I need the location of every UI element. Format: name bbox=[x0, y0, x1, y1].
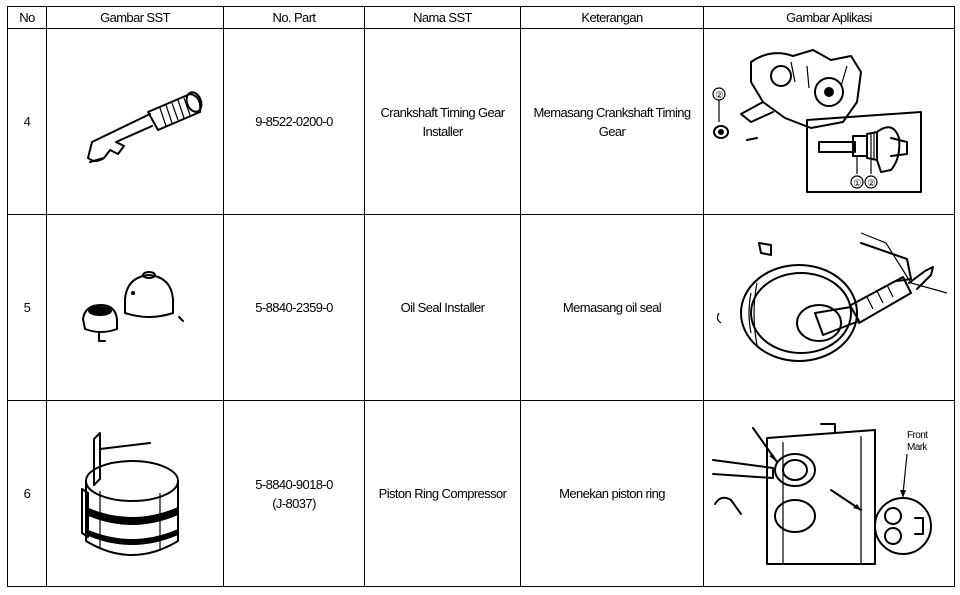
sst-name: Crankshaft Timing Gear Installer bbox=[365, 29, 521, 215]
part-number-line1: 5-8840-9018-0 bbox=[255, 476, 333, 492]
header-sst-name: Nama SST bbox=[365, 7, 521, 29]
header-description: Keterangan bbox=[521, 7, 704, 29]
description: Memasang Crankshaft Timing Gear bbox=[521, 29, 704, 215]
part-number bbox=[224, 401, 365, 587]
front-label: Front bbox=[907, 429, 928, 441]
crankshaft-gear-application-drawing bbox=[711, 42, 947, 202]
timing-gear-installer-drawing bbox=[60, 72, 210, 172]
description: Memasang oil seal bbox=[521, 215, 704, 401]
table-row bbox=[8, 29, 955, 215]
oil-seal-installer-drawing bbox=[75, 263, 195, 353]
sst-name: Oil Seal Installer bbox=[365, 215, 521, 401]
part-number-line1: 5-8840-2359-0 bbox=[255, 300, 333, 315]
row-number: 6 bbox=[8, 401, 47, 587]
header-row bbox=[8, 7, 955, 29]
header-part-number: No. Part bbox=[224, 7, 365, 29]
application-image-cell bbox=[704, 401, 955, 587]
header-application-image: Gambar Aplikasi bbox=[704, 7, 955, 29]
piston-insertion-application-drawing bbox=[711, 414, 947, 574]
table-row bbox=[8, 401, 955, 587]
header-no: No bbox=[8, 7, 47, 29]
description: Menekan piston ring bbox=[521, 401, 704, 587]
application-image-cell bbox=[704, 29, 955, 215]
header-sst-image: Gambar SST bbox=[47, 7, 224, 29]
callout-label: ① bbox=[853, 177, 861, 188]
table-row bbox=[8, 215, 955, 401]
part-number-line2: (J-8037) bbox=[272, 495, 316, 511]
sst-image-cell bbox=[47, 401, 224, 587]
row-number: 4 bbox=[8, 29, 47, 215]
part-number-line1: 9-8522-0200-0 bbox=[255, 114, 333, 129]
sst-table bbox=[7, 6, 955, 587]
piston-ring-compressor-drawing bbox=[80, 419, 190, 569]
mark-label: Mark bbox=[907, 441, 927, 453]
part-number bbox=[224, 29, 365, 215]
callout-label: ② bbox=[867, 177, 875, 188]
callout-label: ② bbox=[715, 89, 723, 100]
oil-seal-application-drawing bbox=[711, 223, 947, 393]
sst-name: Piston Ring Compressor bbox=[365, 401, 521, 587]
application-image-cell bbox=[704, 215, 955, 401]
sst-image-cell bbox=[47, 215, 224, 401]
row-number: 5 bbox=[8, 215, 47, 401]
sst-image-cell bbox=[47, 29, 224, 215]
part-number bbox=[224, 215, 365, 401]
